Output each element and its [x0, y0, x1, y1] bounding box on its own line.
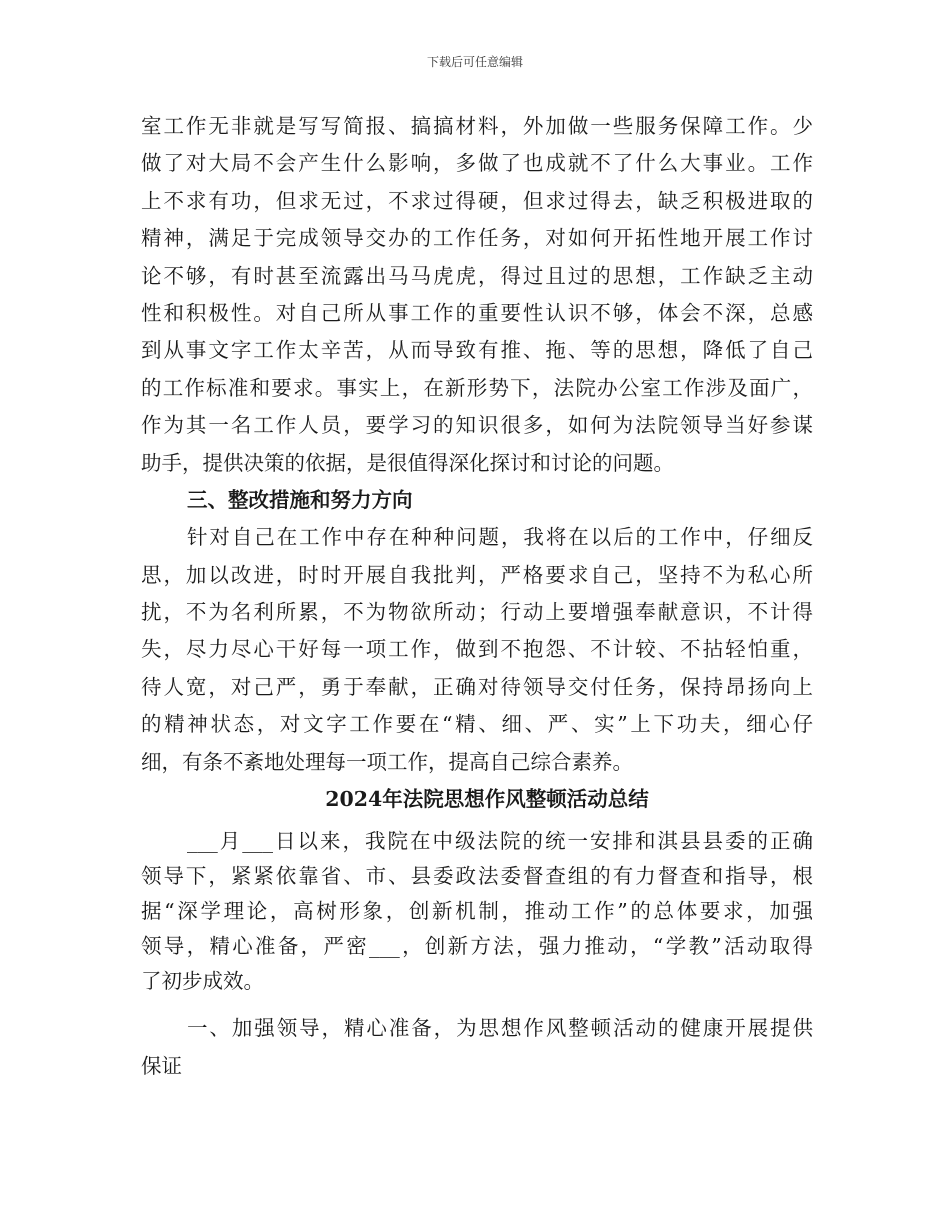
- text-line: 扰，不为名利所累，不为物欲所动；行动上要增强奉献意识，不计得: [141, 600, 813, 625]
- text-line: 精神，满足于完成领导交办的工作任务，对如何开拓性地开展工作讨: [141, 226, 813, 251]
- text-line: ___月___日以来，我院在中级法院的统一安排和淇县县委的正确: [187, 829, 813, 854]
- text-line: 针对自己在工作中存在种种问题，我将在以后的工作中，仔细反: [187, 525, 813, 550]
- section-paragraph: [141, 519, 813, 781]
- text-line: 一、加强领导，精心准备，为思想作风整顿活动的健康开展提供: [187, 1016, 813, 1041]
- text-line: 领导，精心准备，严密___，创新方法，强力推动，“学教”活动取得: [141, 934, 813, 959]
- text-line: 的精神状态，对文字工作要在“精、细、严、实”上下功夫，细心仔: [141, 712, 813, 737]
- document-body: [141, 108, 813, 1085]
- text-line: 细，有条不紊地处理每一项工作，提高自己综合素养。: [141, 749, 633, 774]
- text-line: 做了对大局不会产生什么影响，多做了也成就不了什么大事业。工作: [141, 151, 813, 176]
- text-line: 上不求有功，但求无过，不求过得硬，但求过得去，缺乏积极进取的: [141, 188, 813, 213]
- intro-paragraph: [141, 824, 813, 999]
- section-one-paragraph: [141, 1009, 813, 1085]
- text-line: 到从事文字工作太辛苦，从而导致有推、拖、等的思想，降低了自己: [141, 338, 813, 363]
- text-line: 思，加以改进，时时开展自我批判，严格要求自己，坚持不为私心所: [141, 562, 813, 587]
- section-heading: 三、整改措施和努力方向: [187, 487, 413, 512]
- text-line: 作为其一名工作人员，要学习的知识很多，如何为法院领导当好参谋: [141, 413, 813, 438]
- text-line: 保证: [141, 1054, 182, 1079]
- text-line: 助手，提供决策的依据，是很值得深化探讨和讨论的问题。: [141, 450, 674, 475]
- text-line: 失，尽力尽心干好每一项工作，做到不抱怨、不计较、不拈轻怕重，: [141, 637, 813, 662]
- paragraph-continuation: [141, 108, 813, 482]
- text-line: 了初步成效。: [141, 969, 264, 994]
- text-line: 论不够，有时甚至流露出马马虎虎，得过且过的思想，工作缺乏主动: [141, 263, 813, 288]
- text-line: 室工作无非就是写写简报、搞搞材料，外加做一些服务保障工作。少: [141, 114, 813, 138]
- text-line: 的工作标准和要求。事实上，在新形势下，法院办公室工作涉及面广，: [141, 375, 813, 400]
- article-title: 2024年法院思想作风整顿活动总结: [325, 787, 649, 812]
- page-header: 下载后可任意编辑: [426, 55, 523, 69]
- text-line: 待人宽，对己严，勇于奉献，正确对待领导交付任务，保持昂扬向上: [141, 674, 813, 699]
- text-line: 据“深学理论，高树形象，创新机制，推动工作”的总体要求，加强: [141, 899, 813, 924]
- text-line: 性和积极性。对自己所从事工作的重要性认识不够，体会不深，总感: [141, 300, 813, 325]
- text-line: 领导下，紧紧依靠省、市、县委政法委督查组的有力督查和指导，根: [141, 864, 813, 889]
